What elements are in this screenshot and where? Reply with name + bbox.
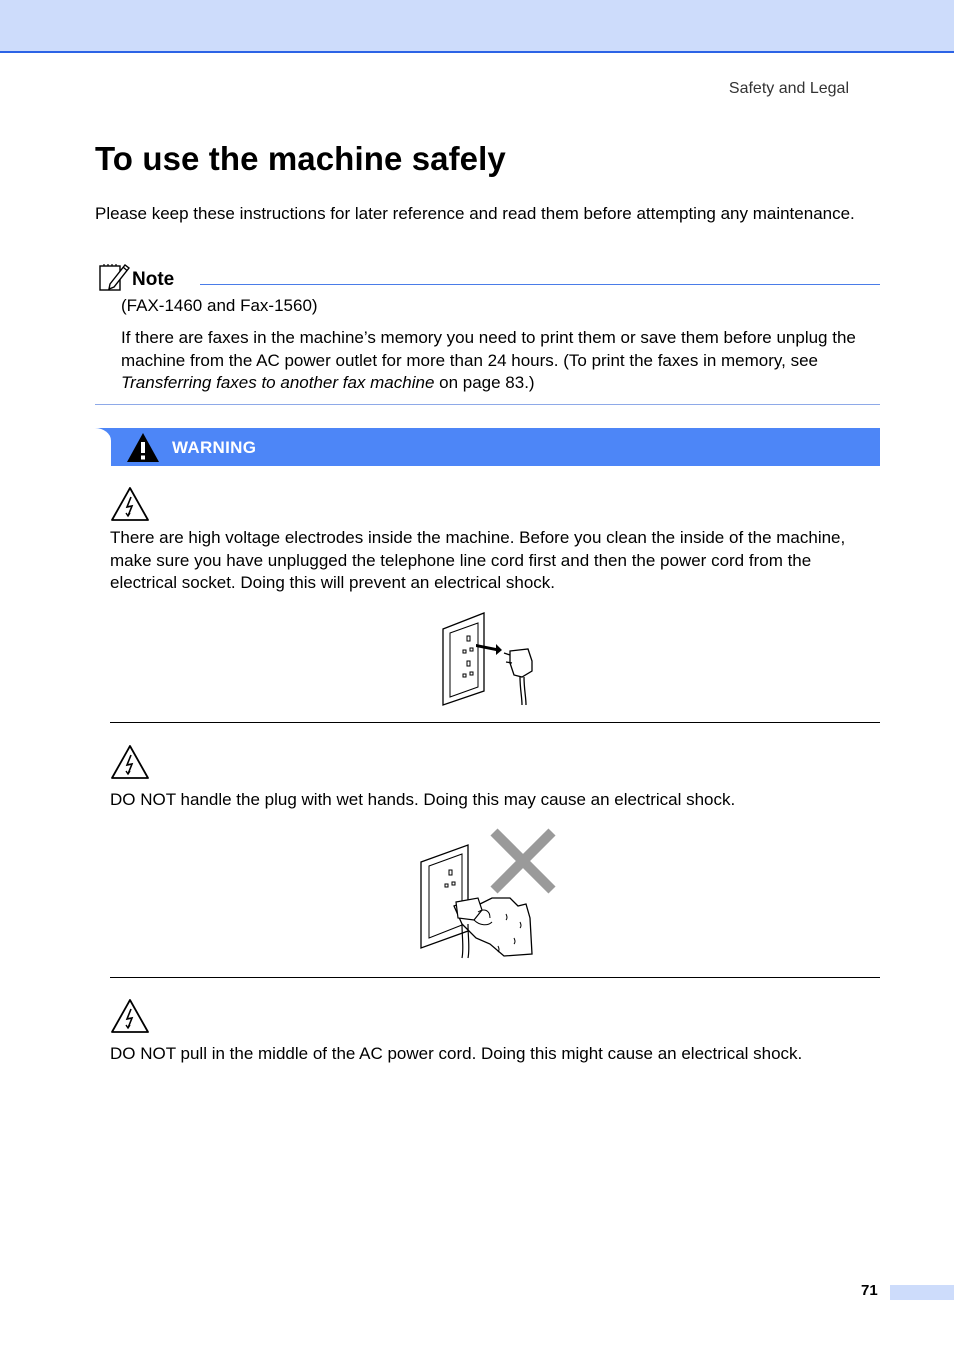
note-end-divider [95,404,880,405]
electrical-shock-icon [110,744,150,780]
electrical-shock-icon [110,998,150,1034]
electrical-shock-icon [110,486,150,522]
item-divider [110,977,880,978]
warning-item-text: There are high voltage electrodes inside the machine. Before you clean the inside of the machine, make sure you have unplugged the telephone line cord first and then the power cord from the electrical socket. Doing this will prevent an electrical shock. [110,528,846,592]
wet-hands-illustration [418,828,558,960]
note-body-tail: on page 83.) [434,373,535,392]
warning-triangle-icon [126,431,160,463]
intro-paragraph: Please keep these instructions for later reference and read them before attempting any maintenance. [95,204,855,223]
note-pencil-icon [98,262,130,292]
running-head: Safety and Legal [728,80,849,97]
note-model: (FAX-1460 and Fax-1560) [121,296,318,315]
warning-item-text: DO NOT handle the plug with wet hands. Doing this may cause an electrical shock. [110,790,736,809]
warning-item-text: DO NOT pull in the middle of the AC power cord. Doing this might cause an electrical shock. [110,1044,803,1063]
page-number: 71 [861,1282,878,1299]
unplug-illustration [440,611,540,707]
note-label: Note [132,269,175,290]
note-body-text: If there are faxes in the machine’s memory you need to print them or save them before unplug the machine from the AC power outlet for more than 24 hours. (To print the faxes in memory, see [121,328,856,370]
header-band [0,0,954,53]
page-tab [890,1285,954,1300]
note-cross-reference-link[interactable]: Transferring faxes to another fax machine [121,373,435,392]
page-title: To use the machine safely [95,140,506,177]
item-divider [110,722,880,723]
note-body [121,327,881,395]
warning-label: WARNING [172,438,257,457]
note-divider [200,284,880,285]
